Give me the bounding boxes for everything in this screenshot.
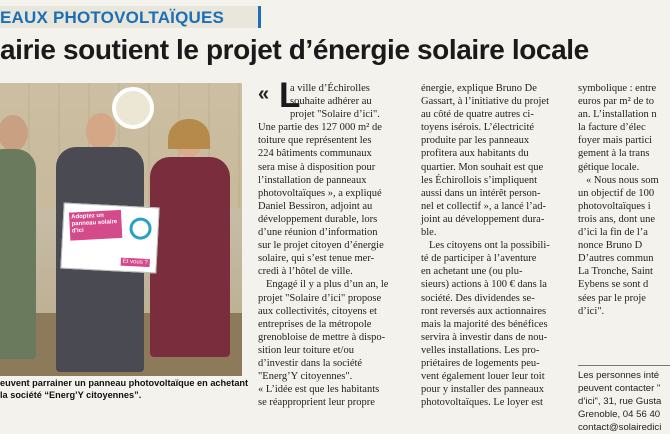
article-photo [0,83,242,376]
contact-box [578,369,670,434]
text-line: la facture d’élec [578,122,646,134]
text-line: sées par le proje [578,292,646,304]
contact-line: Les personnes inté [578,370,660,381]
photo-caption [0,377,248,401]
text-line: photovoltaïques i [578,200,651,212]
contact-line: d’ici", 31, rue Gusta [578,396,662,407]
text-line: priétaires de logements peu- [421,357,540,369]
text-line: a ville d’Échirolles [290,83,370,94]
text-line: profitera aux habitants du [421,148,529,160]
contact-line: peuvent contacter " [578,383,661,394]
text-line: projet "Solaire d’ici". [290,109,380,121]
text-line: l’installation de panneaux [258,174,367,186]
text-line: solaire, qui s’est tenue mer- [258,253,375,265]
text-line: d’investir dans la société [258,357,363,369]
promo-sign-tag: Et vous ? [121,258,150,268]
text-line: se réapproprient leur propre [258,397,375,409]
text-line: ront reversés aux actionnaires [421,305,547,317]
person-middle-head [86,113,116,149]
section-kicker [0,6,261,28]
text-line: photovoltaïques », a expliqué [258,187,382,199]
text-line: velles installations. Les pro- [421,344,540,356]
solaire-logo-icon [129,217,152,240]
text-line: D’autres commun [578,253,654,265]
text-line: grenobloise de mettre à dispo- [258,331,386,343]
opening-quote: « [258,83,270,105]
text-line: toyens isérois. L’électricité [421,122,535,134]
text-line: mais la majorité des bénéfices [421,318,548,330]
promo-sign [60,203,159,274]
text-line: 224 bâtiments communaux [258,148,372,160]
text-line: pour y installer des panneaux [421,384,545,396]
text-line: trois ans, dont une [578,213,655,225]
contact-line: contact@solairedici [578,422,662,433]
text-line: gement à la trans [578,148,650,160]
text-line: sur le projet citoyen d’énergie [258,240,384,252]
text-line: photovoltaïques. Le loyer est [421,397,543,409]
text-line: sition leur toiture et/ou [258,344,354,356]
text-line: Daniel Bessiron, adjoint au [258,200,373,212]
text-line: gétique locale. [578,161,640,173]
text-line: sera mise à disposition pour [258,161,376,173]
text-line: produite par les panneaux [421,135,530,147]
text-line: té de participer à l’aventure [421,253,537,265]
article-column-2 [421,82,571,409]
text-line: projet "Solaire d’ici" propose [258,292,382,304]
contact-line: Grenoble, 04 56 40 [578,409,661,420]
text-line: foyer mais partici [578,135,653,147]
person-right [150,157,230,357]
text-line: Les citoyens ont la possibili- [429,240,550,252]
text-line: sieurs) actions à 100 € dans la [421,279,547,291]
text-line: énergie, explique Bruno De [421,83,537,94]
text-line: ble. [421,227,437,239]
text-line: vent également louer leur toit [421,371,545,383]
text-line: développement durable, lors [258,213,378,225]
text-line: aux collectivités, citoyens et [258,305,377,317]
text-line: d’ici la fin de l’a [578,227,648,239]
text-line: d’une réunion d’information [258,227,378,239]
article-column-3 [578,82,670,318]
text-line: « Nous nous som [586,174,659,186]
headline: airie soutient le projet d’énergie solaire locale [0,34,589,65]
promo-sign-text: Adoptez un panneau solaire d'ici [69,210,122,241]
person-left [0,149,36,359]
text-line: servira à investir dans de nou- [421,331,548,343]
text-line: symbolique : entre [578,83,657,94]
text-line: Gassart, à l’initiative du projet [421,96,550,108]
text-line: toiture que représentent les [258,135,372,147]
text-line: La Tronche, Saint [578,266,653,278]
column-divider [578,365,670,366]
text-line: un objectif de 100 [578,187,655,199]
text-line: nel et collectif », a lancé l’ad- [421,200,547,212]
section-kicker-text: EAUX PHOTOVOLTAÏQUES [0,8,225,27]
text-line: « L’idée est que les habitants [258,384,380,396]
text-line: les Échirollois s’impliquent [421,174,538,186]
text-line: souhaite adhérer au [290,96,372,108]
text-line: société. Des dividendes se- [421,292,535,304]
text-line: nonce Bruno D [578,240,643,252]
caption-line: euvent parrainer un panneau photovoltaïque en achetant [0,378,249,388]
text-line: en achetant une (ou plu- [421,266,523,278]
text-line: "Energ’Y citoyennes". [258,371,353,383]
ceiling-lamp-icon [112,87,154,129]
text-line: Eybens se sont d [578,279,649,291]
text-line: entreprises de la métropole [258,318,372,330]
text-line: Une partie des 127 000 m² de [258,122,382,134]
text-line: credi à l’hôtel de ville. [258,266,353,278]
drop-cap: L [279,76,301,115]
text-line: d’ici". [578,305,605,317]
text-line: aussi dans un intérêt person- [421,187,541,199]
text-line: quartier. Mon souhait est que [421,161,544,173]
text-line: joint au développement dura- [421,213,545,225]
text-line: an. L’installation n [578,109,657,121]
text-line: au côté de quatre autres ci- [421,109,534,121]
text-line: euros par m² de to [578,96,655,108]
caption-line: la société “Energ’Y citoyennes”. [0,390,142,400]
article-column-1 [258,82,413,409]
text-line: Engagé il y a plus d’un an, le [266,279,389,291]
